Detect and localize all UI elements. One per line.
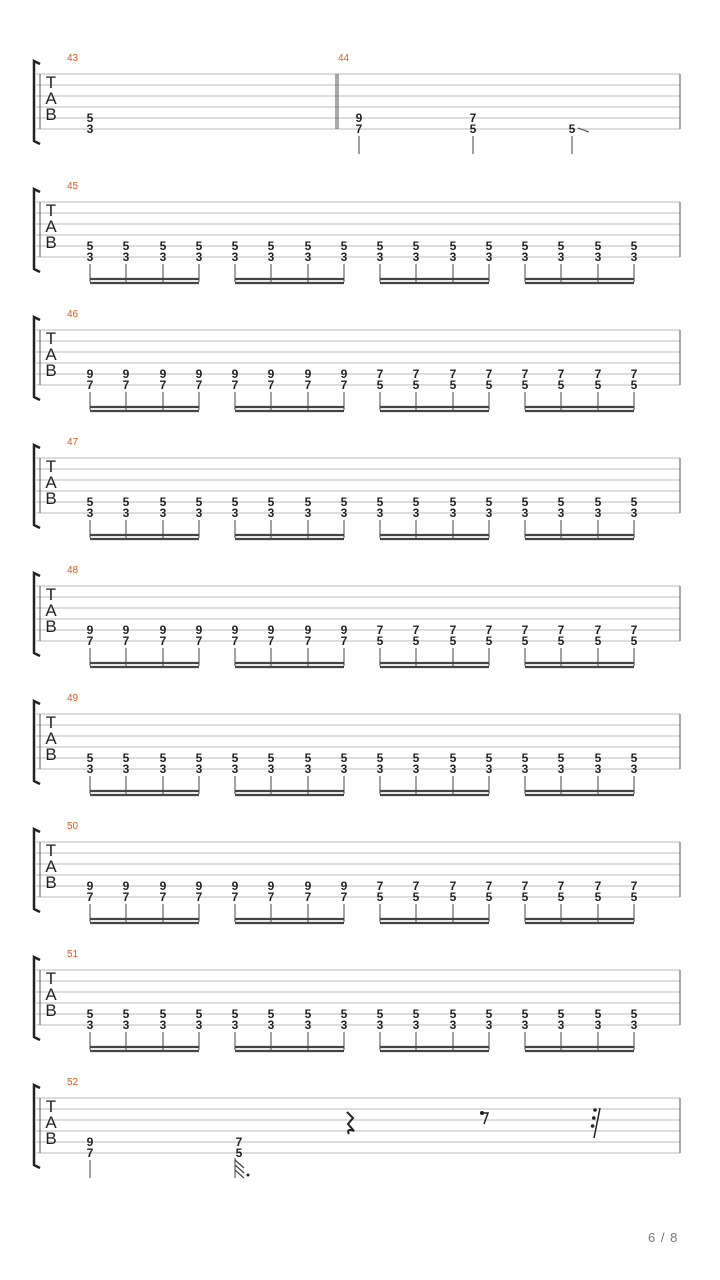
- measure-number: 43: [67, 53, 79, 64]
- rest-dot: [593, 1108, 597, 1112]
- fret-number: 5: [521, 890, 529, 904]
- tab-system: [34, 1077, 680, 1178]
- fret-number: 3: [630, 762, 638, 776]
- fret-number: 3: [267, 762, 275, 776]
- tab-clef-t: T: [45, 585, 57, 604]
- fret-number: 5: [231, 1007, 239, 1021]
- fret-number: 3: [412, 506, 420, 520]
- fret-number: 3: [521, 250, 529, 264]
- fret-number: 7: [557, 879, 565, 893]
- system-bracket: [34, 829, 40, 912]
- fret-number: 3: [195, 1018, 203, 1032]
- fret-number: 7: [469, 111, 477, 125]
- tab-system: [34, 309, 680, 411]
- measure-number: 48: [67, 565, 79, 576]
- fret-number: 5: [376, 890, 384, 904]
- dot: [247, 1174, 250, 1177]
- fret-number: 5: [449, 378, 457, 392]
- fret-number: 7: [86, 634, 94, 648]
- fret-number: 7: [376, 367, 384, 381]
- fret-number: 5: [521, 1007, 529, 1021]
- fret-number: 9: [231, 367, 239, 381]
- fret-number: 9: [122, 623, 130, 637]
- fret-number: 3: [267, 1018, 275, 1032]
- fret-number: 5: [557, 634, 565, 648]
- tab-system: [34, 821, 680, 923]
- fret-number: 5: [340, 239, 348, 253]
- fret-number: 3: [449, 250, 457, 264]
- fret-number: 7: [485, 879, 493, 893]
- fret-number: 5: [304, 751, 312, 765]
- tab-clef-t: T: [45, 713, 57, 732]
- fret-number: 3: [231, 762, 239, 776]
- tab-clef-a: A: [45, 729, 57, 748]
- fret-number: 5: [159, 751, 167, 765]
- fret-number: 5: [485, 495, 493, 509]
- fret-number: 7: [521, 879, 529, 893]
- fret-number: 3: [86, 1018, 94, 1032]
- fret-number: 5: [412, 1007, 420, 1021]
- fret-number: 5: [86, 239, 94, 253]
- fret-number: 7: [412, 623, 420, 637]
- fret-number: 5: [195, 495, 203, 509]
- measure-number: 50: [67, 821, 79, 832]
- fret-number: 7: [557, 367, 565, 381]
- fret-number: 9: [195, 879, 203, 893]
- fret-number: 7: [355, 122, 363, 136]
- fret-number: 3: [304, 250, 312, 264]
- fret-number: 3: [485, 1018, 493, 1032]
- fret-number: 9: [340, 367, 348, 381]
- tab-system: [34, 437, 680, 539]
- fret-number: 3: [340, 762, 348, 776]
- fret-number: 7: [304, 634, 312, 648]
- fret-number: 7: [630, 879, 638, 893]
- fret-number: 7: [86, 378, 94, 392]
- fret-number: 5: [267, 239, 275, 253]
- fret-number: 5: [469, 122, 477, 136]
- fret-number: 5: [412, 239, 420, 253]
- fret-number: 3: [449, 1018, 457, 1032]
- fret-number: 5: [449, 890, 457, 904]
- fret-number: 5: [86, 495, 94, 509]
- fret-number: 5: [630, 239, 638, 253]
- tab-clef-a: A: [45, 217, 57, 236]
- fret-number: 7: [231, 634, 239, 648]
- fret-number: 5: [521, 239, 529, 253]
- fret-number: 3: [521, 1018, 529, 1032]
- fret-number: 5: [557, 378, 565, 392]
- fret-number: 5: [521, 495, 529, 509]
- fret-number: 9: [159, 623, 167, 637]
- fret-number: 7: [267, 634, 275, 648]
- fret-number: 9: [195, 623, 203, 637]
- fret-number: 9: [304, 367, 312, 381]
- fret-number: 3: [412, 1018, 420, 1032]
- fret-number: 5: [412, 495, 420, 509]
- fret-number: 5: [630, 634, 638, 648]
- fret-number: 5: [412, 378, 420, 392]
- fret-number: 5: [376, 495, 384, 509]
- fret-number: 7: [159, 378, 167, 392]
- fret-number: 9: [122, 367, 130, 381]
- fret-number: 7: [235, 1135, 243, 1149]
- fret-number: 5: [485, 751, 493, 765]
- fret-number: 3: [304, 762, 312, 776]
- fret-number: 7: [630, 623, 638, 637]
- fret-number: 9: [86, 623, 94, 637]
- fret-number: 5: [231, 495, 239, 509]
- tab-clef-a: A: [45, 601, 57, 620]
- fret-number: 3: [376, 250, 384, 264]
- measure-number: 44: [338, 53, 350, 64]
- fret-number: 5: [304, 495, 312, 509]
- tab-clef-b: B: [45, 233, 57, 252]
- fret-number: 3: [376, 762, 384, 776]
- tab-clef-a: A: [45, 345, 57, 364]
- thirtysecond-rest: [594, 1108, 600, 1138]
- fret-number: 5: [376, 378, 384, 392]
- fret-number: 7: [122, 634, 130, 648]
- tab-system: [34, 949, 680, 1051]
- fret-number: 3: [630, 506, 638, 520]
- tab-clef-a: A: [45, 473, 57, 492]
- fret-number: 5: [376, 751, 384, 765]
- fret-number: 5: [485, 890, 493, 904]
- fret-number: 3: [304, 1018, 312, 1032]
- fret-number: 7: [630, 367, 638, 381]
- fret-number: 3: [159, 1018, 167, 1032]
- fret-number: 5: [231, 751, 239, 765]
- system-bracket: [34, 445, 40, 528]
- fret-number: 5: [557, 1007, 565, 1021]
- tab-clef-b: B: [45, 873, 57, 892]
- fret-number: 7: [231, 378, 239, 392]
- fret-number: 9: [159, 367, 167, 381]
- fret-number: 3: [159, 762, 167, 776]
- fret-number: 9: [86, 1135, 94, 1149]
- system-bracket: [34, 957, 40, 1040]
- fret-number: 5: [630, 378, 638, 392]
- fret-number: 5: [412, 634, 420, 648]
- fret-number: 5: [376, 239, 384, 253]
- rest-dot: [591, 1124, 595, 1128]
- fret-number: 5: [122, 495, 130, 509]
- system-bracket: [34, 573, 40, 656]
- fret-number: 5: [557, 751, 565, 765]
- fret-number: 3: [86, 506, 94, 520]
- fret-number: 3: [449, 506, 457, 520]
- fret-number: 7: [267, 378, 275, 392]
- fret-number: 3: [159, 250, 167, 264]
- tab-clef-t: T: [45, 969, 57, 988]
- tab-system: [34, 53, 680, 154]
- fret-number: 3: [267, 250, 275, 264]
- fret-number: 5: [340, 751, 348, 765]
- fret-number: 7: [159, 634, 167, 648]
- tab-clef-b: B: [45, 361, 57, 380]
- fret-number: 9: [355, 111, 363, 125]
- fret-number: 3: [195, 506, 203, 520]
- fret-number: 5: [521, 378, 529, 392]
- measure-number: 49: [67, 693, 79, 704]
- fret-number: 9: [304, 623, 312, 637]
- system-bracket: [34, 1085, 40, 1168]
- fret-number: 5: [521, 634, 529, 648]
- fret-number: 5: [267, 1007, 275, 1021]
- tab-system: [34, 693, 680, 795]
- measure-number: 45: [67, 181, 79, 192]
- fret-number: 5: [340, 495, 348, 509]
- fret-number: 7: [304, 378, 312, 392]
- tab-clef-b: B: [45, 745, 57, 764]
- fret-number: 7: [231, 890, 239, 904]
- fret-number: 7: [340, 634, 348, 648]
- fret-number: 7: [267, 890, 275, 904]
- fret-number: 5: [86, 751, 94, 765]
- fret-number: 5: [195, 239, 203, 253]
- fret-number: 7: [594, 879, 602, 893]
- fret-number: 7: [122, 378, 130, 392]
- fret-number: 3: [122, 762, 130, 776]
- fret-number: 5: [630, 890, 638, 904]
- fret-number: 5: [376, 634, 384, 648]
- fret-number: 5: [449, 239, 457, 253]
- fret-number: 9: [267, 879, 275, 893]
- fret-number: 5: [304, 1007, 312, 1021]
- fret-number: 5: [159, 495, 167, 509]
- tab-clef-t: T: [45, 73, 57, 92]
- fret-number: 3: [557, 250, 565, 264]
- fret-number: 3: [195, 250, 203, 264]
- fret-number: 5: [122, 751, 130, 765]
- fret-number: 9: [86, 367, 94, 381]
- fret-number: 5: [630, 751, 638, 765]
- fret-number: 5: [449, 634, 457, 648]
- fret-number: 7: [376, 623, 384, 637]
- fret-number: 3: [557, 1018, 565, 1032]
- fret-number: 7: [449, 879, 457, 893]
- fret-number: 5: [485, 1007, 493, 1021]
- system-bracket: [34, 189, 40, 272]
- fret-number: 5: [122, 1007, 130, 1021]
- fret-number: 9: [159, 879, 167, 893]
- fret-number: 3: [594, 1018, 602, 1032]
- fret-number: 3: [594, 506, 602, 520]
- fret-number: 7: [195, 378, 203, 392]
- fret-number: 7: [86, 1146, 94, 1160]
- fret-number: 5: [557, 239, 565, 253]
- fret-number: 3: [376, 506, 384, 520]
- system-bracket: [34, 701, 40, 784]
- system-bracket: [34, 317, 40, 400]
- fret-number: 5: [485, 378, 493, 392]
- fret-number: 5: [376, 1007, 384, 1021]
- fret-number: 7: [86, 890, 94, 904]
- fret-number: 3: [122, 506, 130, 520]
- fret-number: 9: [340, 879, 348, 893]
- fret-number: 7: [449, 367, 457, 381]
- fret-number: 7: [340, 378, 348, 392]
- tab-clef-b: B: [45, 1129, 57, 1148]
- tab-clef-t: T: [45, 201, 57, 220]
- fret-number: 3: [122, 250, 130, 264]
- fret-number: 3: [485, 250, 493, 264]
- fret-number: 5: [557, 890, 565, 904]
- fret-number: 5: [122, 239, 130, 253]
- fret-number: 7: [594, 623, 602, 637]
- fret-number: 5: [412, 751, 420, 765]
- tab-clef-a: A: [45, 857, 57, 876]
- fret-number: 3: [449, 762, 457, 776]
- fret-number: 7: [521, 367, 529, 381]
- fret-number: 3: [340, 1018, 348, 1032]
- fret-number: 5: [235, 1146, 243, 1160]
- fret-number: 5: [86, 111, 94, 125]
- fret-number: 5: [449, 495, 457, 509]
- fret-number: 3: [594, 762, 602, 776]
- fret-number: 3: [267, 506, 275, 520]
- quarter-rest: [347, 1112, 354, 1134]
- fret-number: 5: [594, 239, 602, 253]
- fret-number: 5: [449, 751, 457, 765]
- fret-number: 9: [122, 879, 130, 893]
- fret-number: 5: [195, 1007, 203, 1021]
- fret-number: 3: [86, 762, 94, 776]
- tab-clef-b: B: [45, 489, 57, 508]
- fret-number: 7: [449, 623, 457, 637]
- fret-number: 3: [557, 506, 565, 520]
- fret-number: 3: [122, 1018, 130, 1032]
- fret-number: 3: [304, 506, 312, 520]
- note-flag: [235, 1160, 244, 1178]
- fret-number: 5: [159, 239, 167, 253]
- fret-number: 7: [304, 890, 312, 904]
- tab-clef-a: A: [45, 985, 57, 1004]
- fret-number: 5: [485, 239, 493, 253]
- fret-number: 3: [521, 506, 529, 520]
- fret-number: 3: [376, 1018, 384, 1032]
- fret-number: 9: [231, 879, 239, 893]
- fret-number: 5: [86, 1007, 94, 1021]
- fret-number: 3: [86, 122, 94, 136]
- tab-clef-b: B: [45, 105, 57, 124]
- fret-number: 3: [412, 762, 420, 776]
- fret-number: 5: [594, 890, 602, 904]
- tab-clef-t: T: [45, 329, 57, 348]
- fret-number: 7: [485, 623, 493, 637]
- fret-number: 5: [568, 122, 576, 136]
- tab-system: [34, 181, 680, 283]
- fret-number: 3: [557, 762, 565, 776]
- fret-number: 5: [304, 239, 312, 253]
- fret-number: 5: [267, 495, 275, 509]
- fret-number: 3: [521, 762, 529, 776]
- fret-number: 9: [267, 623, 275, 637]
- fret-number: 3: [195, 762, 203, 776]
- fret-number: 7: [340, 890, 348, 904]
- fret-number: 5: [594, 495, 602, 509]
- fret-number: 5: [594, 378, 602, 392]
- tab-clef-t: T: [45, 841, 57, 860]
- fret-number: 3: [231, 250, 239, 264]
- fret-number: 7: [557, 623, 565, 637]
- rest-dot: [592, 1116, 596, 1120]
- fret-number: 5: [594, 751, 602, 765]
- fret-number: 7: [376, 879, 384, 893]
- fret-number: 5: [594, 634, 602, 648]
- fret-number: 5: [340, 1007, 348, 1021]
- fret-number: 9: [86, 879, 94, 893]
- fret-number: 3: [630, 1018, 638, 1032]
- fret-number: 5: [485, 634, 493, 648]
- fret-number: 9: [340, 623, 348, 637]
- tab-clef-b: B: [45, 617, 57, 636]
- measure-number: 46: [67, 309, 79, 320]
- fret-number: 7: [594, 367, 602, 381]
- fret-number: 5: [231, 239, 239, 253]
- fret-number: 7: [485, 367, 493, 381]
- measure-number: 52: [67, 1077, 79, 1088]
- fret-number: 9: [267, 367, 275, 381]
- fret-number: 9: [195, 367, 203, 381]
- fret-number: 3: [340, 506, 348, 520]
- fret-number: 3: [485, 762, 493, 776]
- fret-number: 3: [485, 506, 493, 520]
- fret-number: 5: [521, 751, 529, 765]
- fret-number: 9: [231, 623, 239, 637]
- fret-number: 3: [412, 250, 420, 264]
- fret-number: 5: [594, 1007, 602, 1021]
- page-number: 6 / 8: [648, 1230, 679, 1245]
- fret-number: 7: [412, 367, 420, 381]
- tab-clef-t: T: [45, 457, 57, 476]
- fret-number: 7: [195, 890, 203, 904]
- measure-number: 51: [67, 949, 79, 960]
- fret-number: 3: [231, 1018, 239, 1032]
- fret-number: 3: [86, 250, 94, 264]
- tab-clef-t: T: [45, 1097, 57, 1116]
- fret-number: 3: [594, 250, 602, 264]
- fret-number: 3: [231, 506, 239, 520]
- fret-number: 5: [630, 495, 638, 509]
- fret-number: 7: [195, 634, 203, 648]
- fret-number: 7: [159, 890, 167, 904]
- fret-number: 5: [267, 751, 275, 765]
- tab-clef-b: B: [45, 1001, 57, 1020]
- tab-clef-a: A: [45, 89, 57, 108]
- fret-number: 3: [340, 250, 348, 264]
- fret-number: 5: [412, 890, 420, 904]
- fret-number: 5: [449, 1007, 457, 1021]
- system-bracket: [34, 61, 40, 144]
- tab-system: [34, 565, 680, 667]
- fret-number: 3: [159, 506, 167, 520]
- fret-number: 5: [557, 495, 565, 509]
- fret-number: 3: [630, 250, 638, 264]
- measure-number: 47: [67, 437, 79, 448]
- fret-number: 5: [195, 751, 203, 765]
- fret-number: 7: [521, 623, 529, 637]
- fret-number: 7: [122, 890, 130, 904]
- fret-number: 9: [304, 879, 312, 893]
- fret-number: 7: [412, 879, 420, 893]
- fret-number: 5: [630, 1007, 638, 1021]
- fret-number: 5: [159, 1007, 167, 1021]
- tab-clef-a: A: [45, 1113, 57, 1132]
